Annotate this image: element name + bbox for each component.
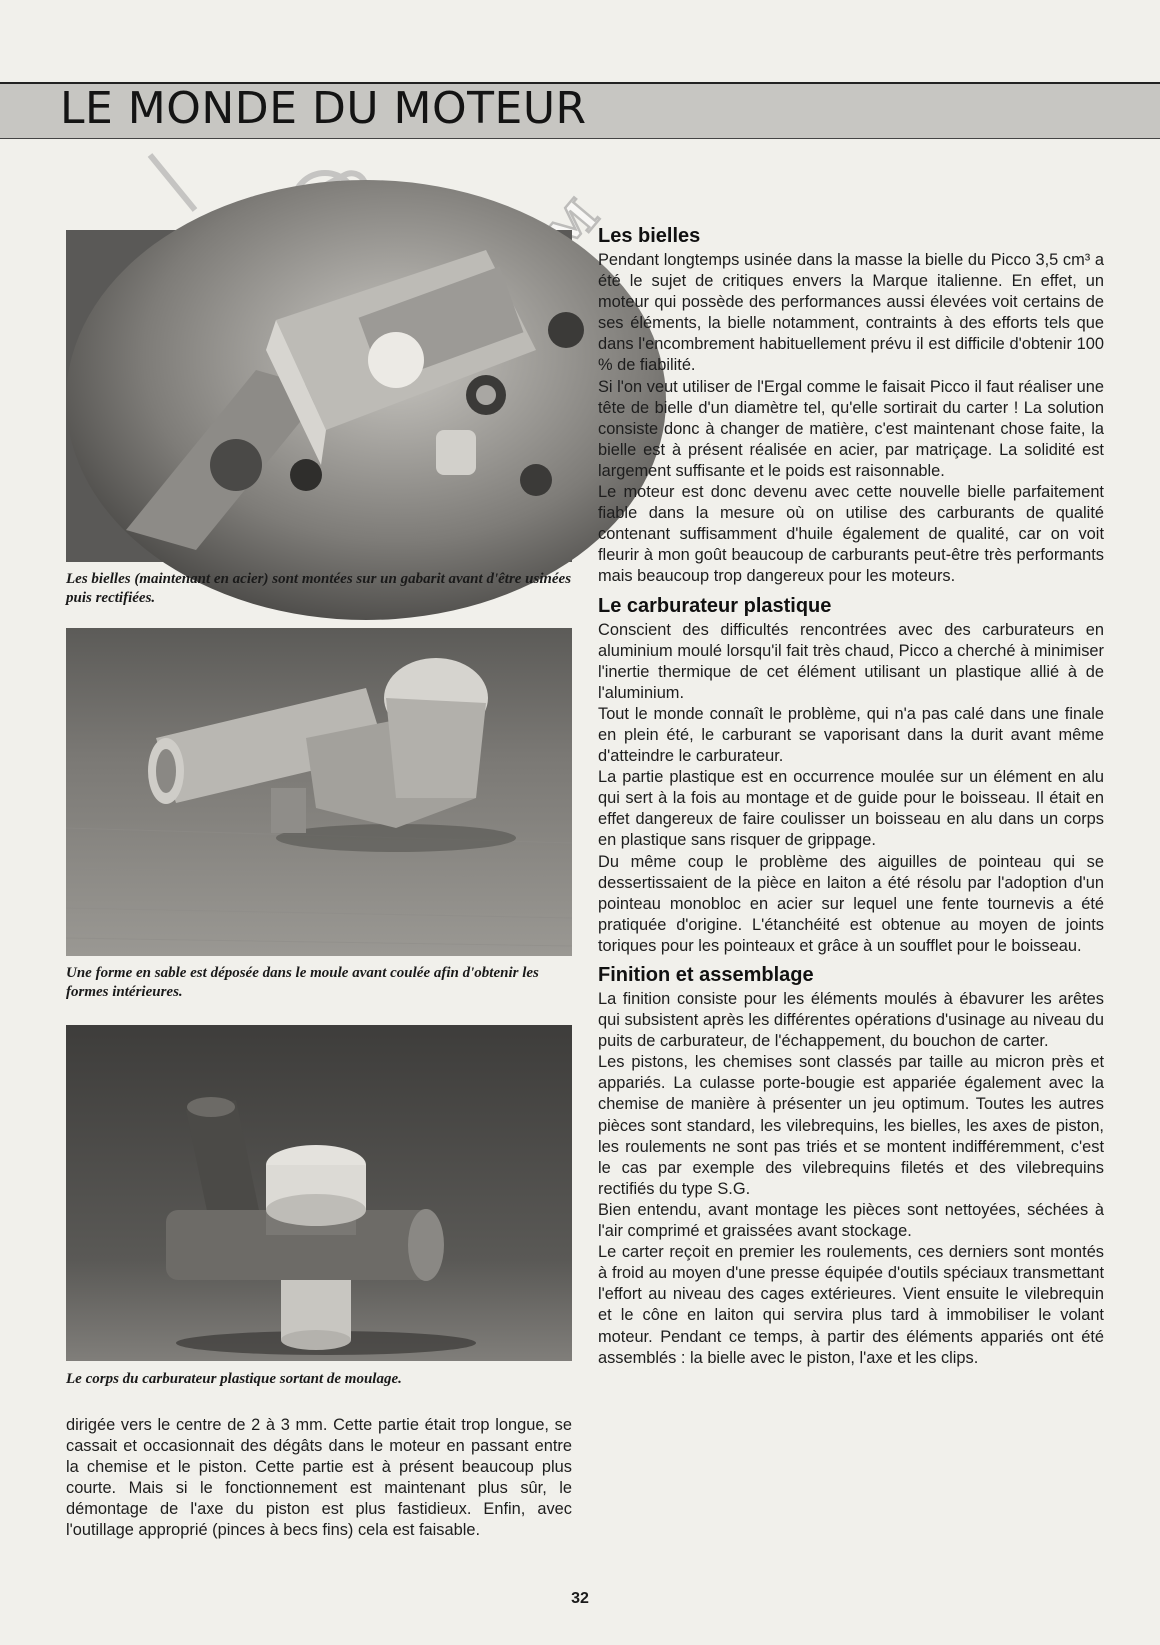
paragraph: Si l'on veut utiliser de l'Ergal comme le faisait Picco il faut réaliser une tête de bielle d'un diamètre tel, qu'elle sortirait du carter ! La solution consiste donc à changer de matière, c'est maintenant chose faite, la bielle est à présent réalisée en acier, par matriçage. La solidité est largement suffisante et le poids est raisonnable.: [598, 377, 1104, 480]
paragraph: Du même coup le problème des aiguilles de pointeau qui se dessertissaient de la pièce en laiton a été résolu par l'adoption d'un pointeau monobloc en acier sur lequel une fente tournevis a été pratiquée d'origine. L'étanchéité est obtenue au moyen de joints toriques pour les pointeaux et grâce à un soufflet pour le boisseau.: [598, 852, 1104, 955]
photo-carburetor-body: [66, 1025, 572, 1361]
paragraph: Tout le monde connaît le problème, qui n'a pas calé dans une finale en plein été, le carburant se vaporisant dans la durit avant même d'atteindre le carburateur.: [598, 704, 1104, 766]
photo-connecting-rods: [66, 230, 572, 562]
paragraph: Pendant longtemps usinée dans la masse la bielle du Picco 3,5 cm³ a été le sujet de critiques envers la Marque italienne. En effet, un moteur qui possède des performances aussi élevées voit certains de ses éléments, la bielle notamment, contraints à des efforts tels que dans l'encombrement habituellement prévu il est difficile d'obtenir 100 % de fiabilité.: [598, 251, 1104, 375]
paragraph: Le moteur est donc devenu avec cette nouvelle bielle parfaitement fiable dans la mesure où on utilise des carburants de qualité contenant suffisamment d'huile également de qualité, car on voit fleurir à mon goût beaucoup de carburants peut-être très performants mais beaucoup trop dangereux pour les moteurs.: [598, 483, 1104, 586]
figure-caption: Une forme en sable est déposée dans le moule avant coulée afin d'obtenir les formes intérieures.: [66, 965, 539, 1000]
paragraph: dirigée vers le centre de 2 à 3 mm. Cette partie était trop longue, se cassait et occasionnait des dégâts dans le moteur en passant entre la chemise et le piston. Cette partie est à présent beaucoup plus courte. Mais si le fonctionnement est maintenant plus sûr, le démontage de l'axe du piston est plus fastidieux. Enfin, avec l'outillage approprié (pinces à becs fins) cela est faisable.: [66, 1416, 572, 1540]
section-heading: Les bielles: [598, 225, 701, 247]
paragraph: Les pistons, les chemises sont classés par taille au micron près et appariés. La culasse porte-bougie est appariée également avec la chemise de manière à présenter un jeu optimum. Toutes les autres pièces sont standard, les vilebrequins, les bielles, les axes de piston, les roulements ne sont pas triés et se montent indifféremment, c'est le cas par exemple des vilebrequins filetés et des vilebrequins rectifiés du type S.G.: [598, 1053, 1104, 1198]
left-column-text: [66, 1415, 572, 1542]
page-title: LE MONDE DU MOTEUR: [60, 83, 587, 134]
section-heading: Finition et assemblage: [598, 964, 814, 986]
paragraph: Conscient des difficultés rencontrées avec des carburateurs en aluminium moulé lorsqu'il fait très chaud, Picco a cherché à minimiser l'inertie thermique de cet élément utilisant un plastique allié à de l'aluminium.: [598, 620, 1104, 702]
figure-caption: Le corps du carburateur plastique sortant de moulage.: [66, 1371, 402, 1387]
paragraph: Le carter reçoit en premier les roulements, ces derniers sont montés à froid au moyen d'une presse équipée d'outils spéciaux transmettant l'effort au niveau des cages extérieures. Vient ensuite le vilebrequin et le cône en laiton qui servira plus tard à immobiliser le volant moteur. Pendant ce temps, à partir des éléments appariés ont été assemblés : la bielle avec le piston, l'axe et les clips.: [598, 1243, 1104, 1367]
article-right-column: [598, 222, 1104, 1369]
paragraph: Bien entendu, avant montage les pièces sont nettoyées, séchées à l'air comprimé et graissées avant stockage.: [598, 1200, 1104, 1241]
figure-caption: Les bielles (maintenant en acier) sont montées sur un gabarit avant d'être usinées puis rectifiées.: [66, 571, 572, 606]
photo-sand-core: [66, 628, 572, 956]
paragraph: La partie plastique est en occurrence moulée sur un élément en alu qui sert à la fois au montage et de guide pour le boisseau. Il était en effet dangereux de faire coulisser un boisseau en alu dans un corps en plastique sans risquer de grippage.: [598, 768, 1104, 850]
page-number: 32: [571, 1590, 589, 1607]
section-heading: Le carburateur plastique: [598, 594, 832, 617]
paragraph: La finition consiste pour les éléments moulés à ébavurer les arêtes qui subsistent après les différentes opérations d'usinage au niveau du puits de carburateur, de l'échappement, du bouchon de carter.: [598, 990, 1104, 1051]
